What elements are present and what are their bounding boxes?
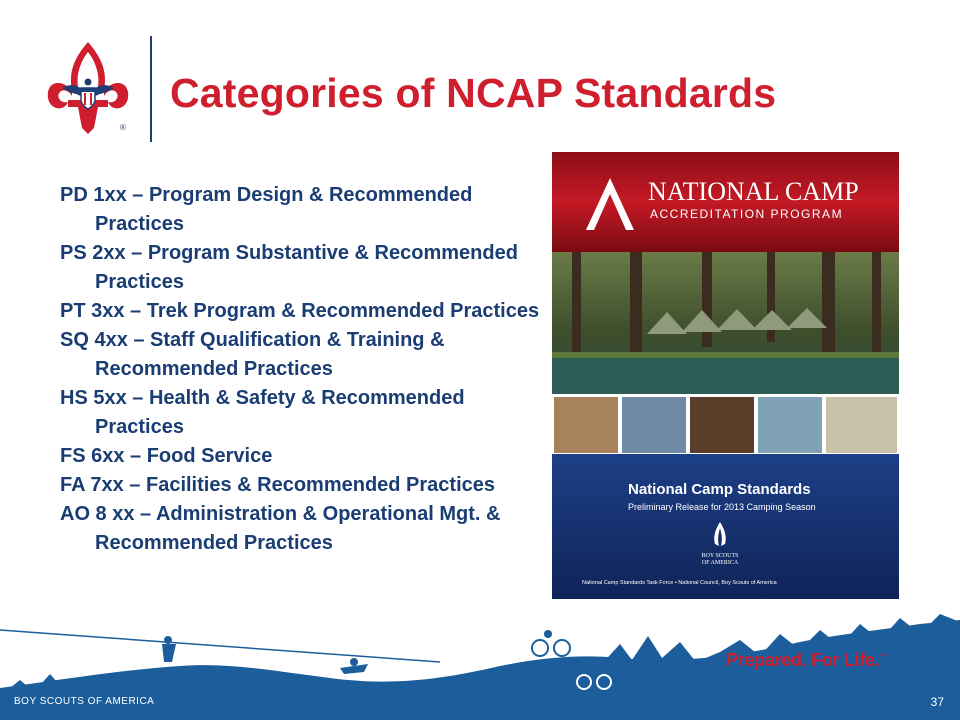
- bsa-logo-icon: [38, 38, 138, 138]
- tagline-trademark: ™: [879, 652, 888, 661]
- header-divider: [150, 36, 152, 142]
- standard-sq: SQ 4xx – Staff Qualification & Training & Recommended Practices: [60, 329, 445, 380]
- slide-title: Categories of NCAP Standards: [170, 70, 777, 116]
- svg-text:®: ®: [120, 123, 126, 132]
- cover-heading: National Camp Standards: [628, 481, 811, 498]
- ncap-cover-image: [552, 152, 899, 599]
- cover-brand-line1: NATIONAL CAMP: [648, 177, 859, 206]
- footer-org-name: BOY SCOUTS OF AMERICA: [14, 696, 155, 707]
- standard-pt: PT 3xx – Trek Program & Recommended Practices: [60, 300, 540, 322]
- cover-org-line1: BOY SCOUTS: [701, 553, 739, 559]
- cover-brand-line2: ACCREDITATION PROGRAM: [650, 207, 844, 221]
- cover-subheading: Preliminary Release for 2013 Camping Season: [628, 502, 816, 512]
- standard-pd: PD 1xx – Program Design & Recommended Practices: [60, 184, 473, 235]
- standard-ao: AO 8 xx – Administration & Operational Mgt. & Recommended Practices: [60, 503, 501, 554]
- prepared-for-life-tagline: [726, 650, 887, 671]
- standard-fa: FA 7xx – Facilities & Recommended Practices: [60, 474, 496, 496]
- standard-ps: PS 2xx – Program Substantive & Recommended Practices: [60, 242, 518, 293]
- cover-org-line2: OF AMERICA: [701, 560, 739, 566]
- standard-fs: FS 6xx – Food Service: [60, 445, 273, 467]
- tagline-text: Prepared. For Life.: [726, 650, 880, 670]
- slide-number: 37: [930, 695, 944, 709]
- cover-footer: National Camp Standards Task Force • National Council, Boy Scouts of America: [582, 580, 777, 586]
- standard-hs: HS 5xx – Health & Safety & Recommended Practices: [60, 387, 465, 438]
- standards-list: [60, 181, 540, 558]
